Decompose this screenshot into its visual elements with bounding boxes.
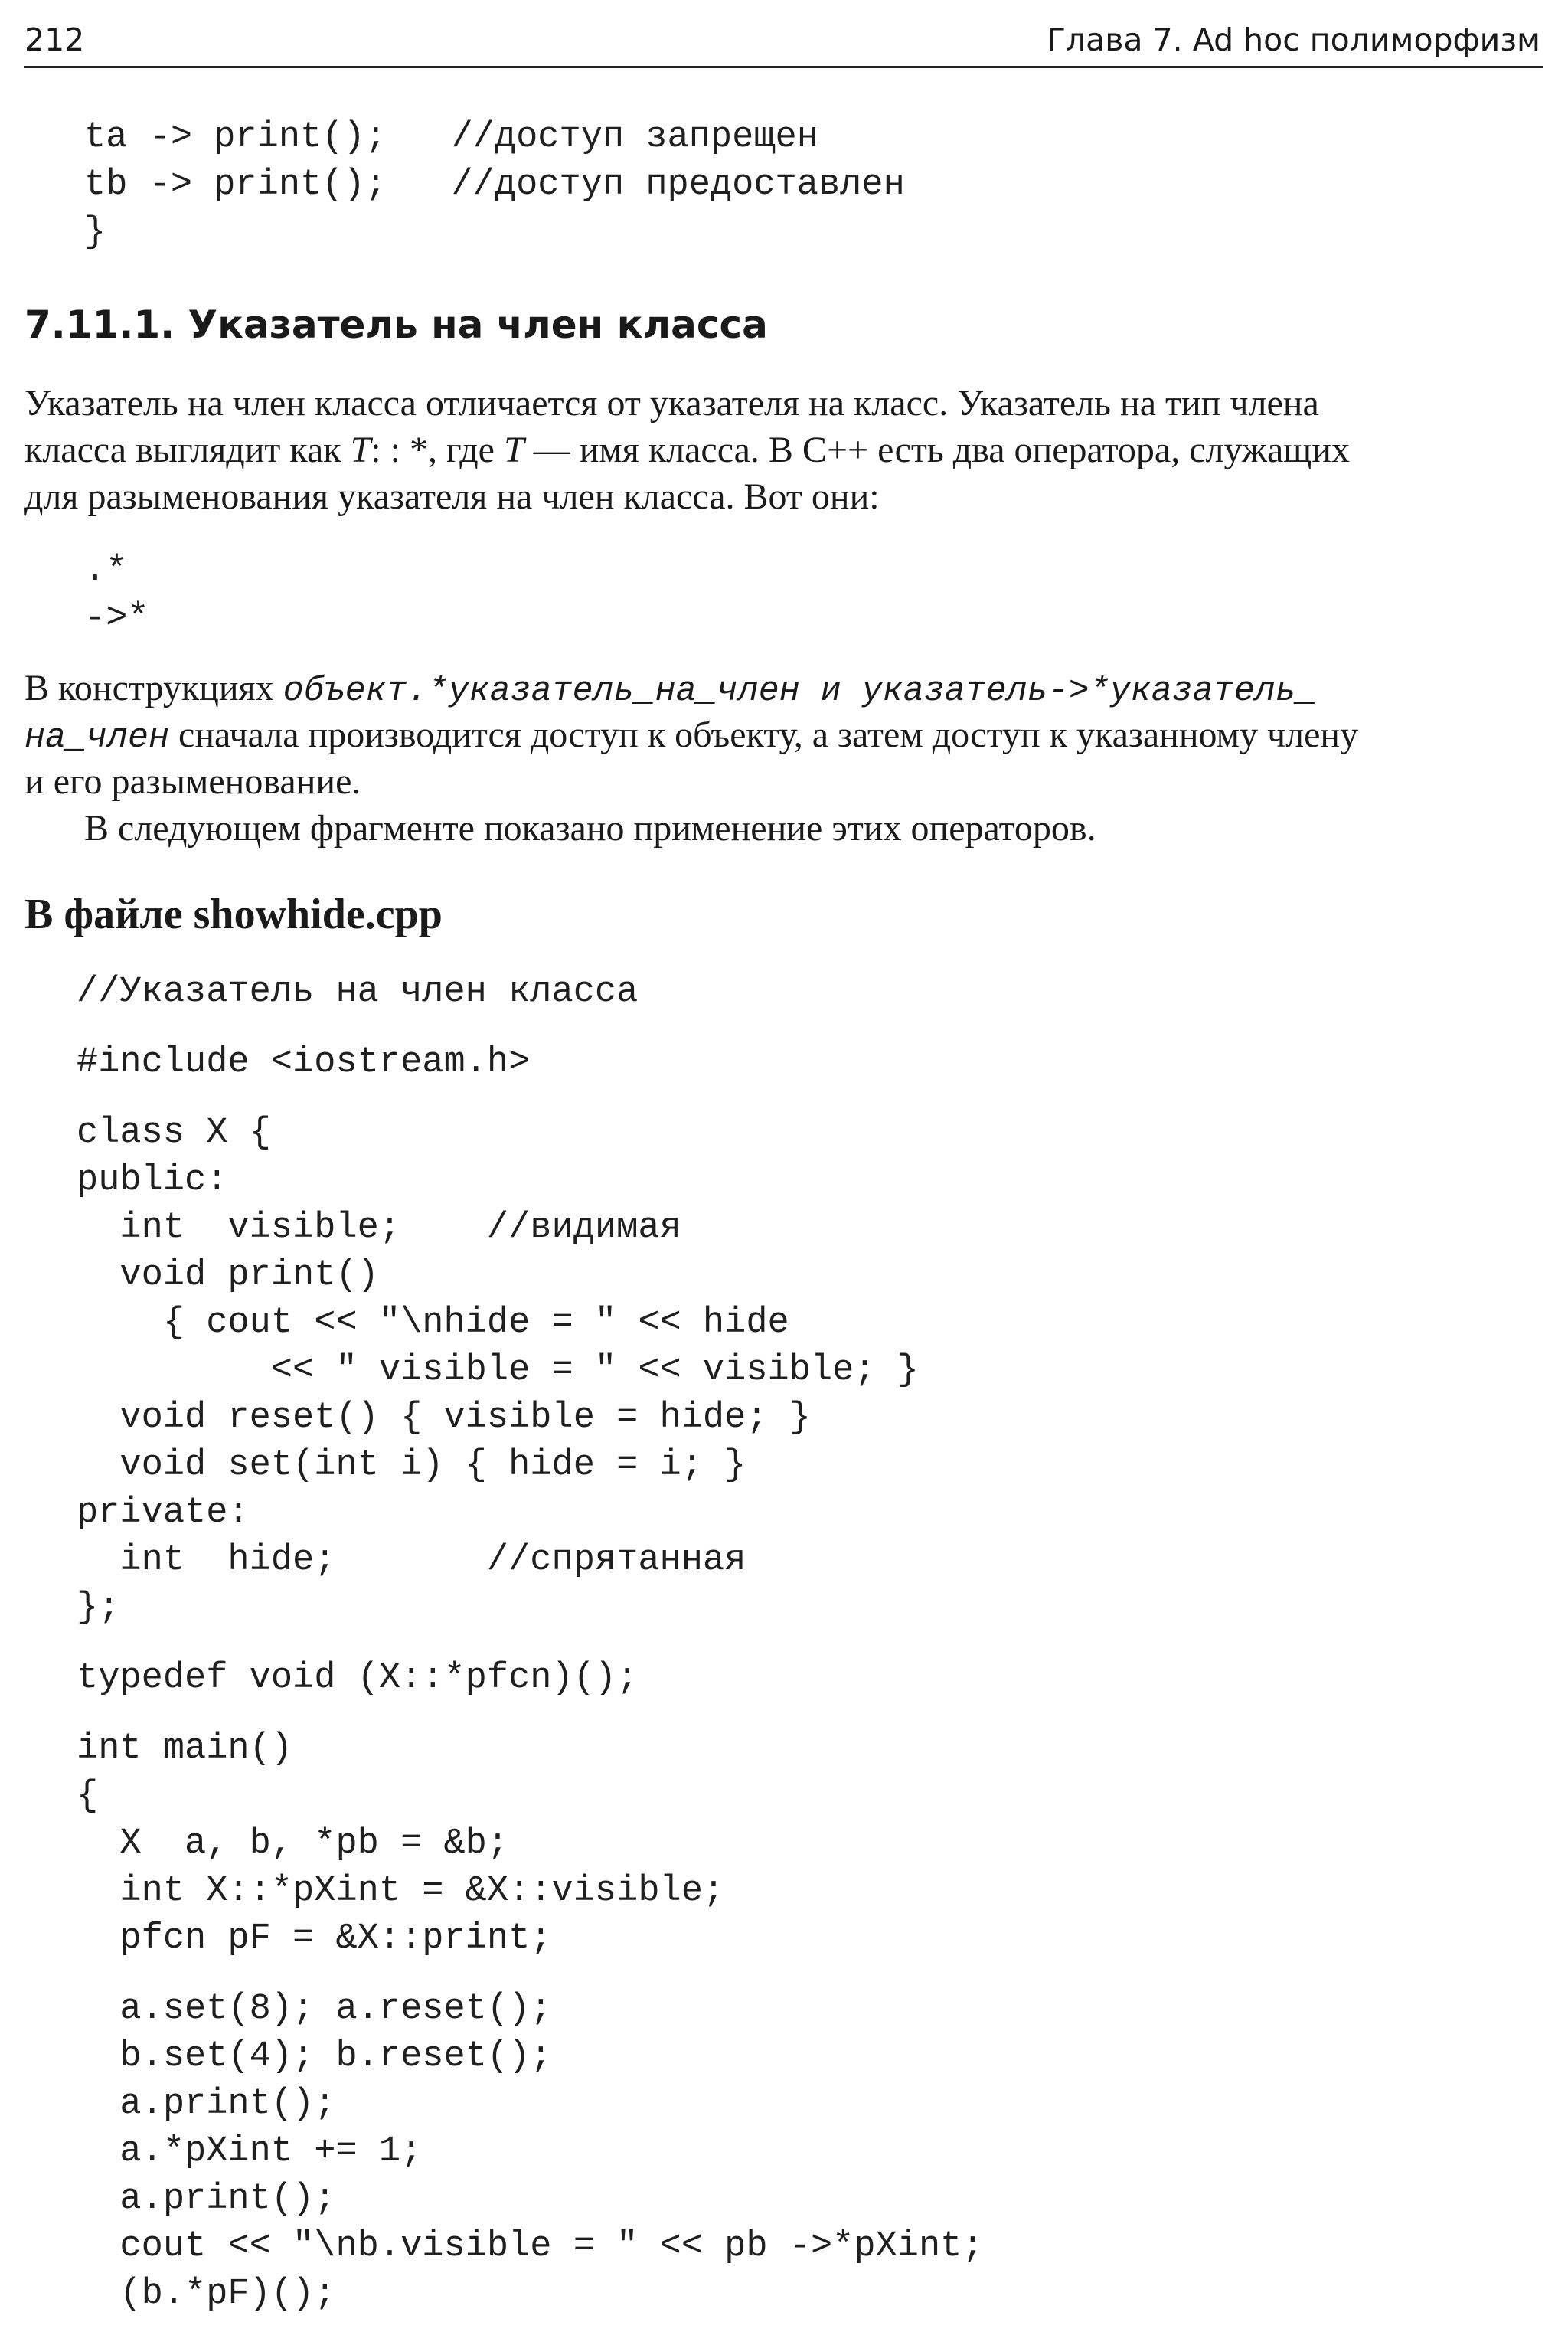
type-symbol: T	[350, 430, 371, 470]
code-line: typedef void (X::*pfcn)();	[77, 1658, 639, 1699]
text-run: В конструкциях	[24, 668, 283, 708]
paragraph-line: Указатель на член класса отличается от указателя на класс. Указатель на тип члена	[24, 383, 1319, 424]
code-line: X a, b, *pb = &b;	[77, 1823, 509, 1864]
code-line: tb -> print(); //доступ предоставлен	[84, 165, 905, 205]
operator-arrow-star: ->*	[84, 598, 149, 639]
code-expression: на_член	[24, 718, 170, 757]
code-line: pfcn pF = &X::print;	[77, 1918, 552, 1959]
code-line: a.set(8); a.reset();	[77, 1989, 552, 2029]
text-run: класса выглядит как	[24, 430, 351, 470]
code-line: int X::*pXint = &X::visible;	[77, 1871, 725, 1912]
code-line: };	[77, 1588, 120, 1628]
section-heading: 7.11.1. Указатель на член класса	[24, 303, 768, 347]
paragraph-line	[24, 665, 1317, 715]
operator-dot-star: .*	[84, 551, 128, 591]
file-heading: В файле showhide.cpp	[24, 891, 443, 938]
code-expression: указатель->*указатель_	[861, 672, 1317, 711]
paragraph-line	[24, 427, 1350, 473]
paragraph-line: для разыменования указателя на член класса. Вот они:	[24, 476, 880, 517]
text-run: и	[799, 672, 862, 711]
code-expression: объект.*указатель_на_член	[283, 672, 800, 711]
code-line: void set(int i) { hide = i; }	[77, 1445, 746, 1486]
code-line: b.set(4); b.reset();	[77, 2036, 552, 2077]
code-line: #include <iostream.h>	[77, 1042, 531, 1083]
code-line: {	[77, 1776, 99, 1817]
text-run: — имя класса. В C++ есть два оператора, служащих	[524, 430, 1350, 470]
text-run: : : *, где	[371, 430, 504, 470]
paragraph-line: и его разыменование.	[24, 761, 361, 802]
code-line: private:	[77, 1493, 250, 1533]
code-line: a.print();	[77, 2179, 336, 2219]
code-line: void reset() { visible = hide; }	[77, 1398, 811, 1438]
code-line: a.*pXint += 1;	[77, 2131, 423, 2172]
chapter-title: Глава 7. Ad hoc полиморфизм	[1046, 21, 1540, 58]
paragraph-line: В следующем фрагменте показано применение этих операторов.	[84, 808, 1096, 849]
code-line: int visible; //видимая	[77, 1208, 681, 1248]
page-number: 212	[24, 21, 85, 58]
code-line: { cout << "\nhide = " << hide	[77, 1303, 789, 1343]
code-line: a.print();	[77, 2084, 336, 2124]
paragraph-line	[24, 711, 1358, 761]
code-line: (b.*pF)();	[77, 2274, 336, 2314]
code-line: cout << "\nb.visible = " << pb ->*pXint;	[77, 2226, 984, 2267]
code-line: class X {	[77, 1113, 271, 1153]
running-header	[24, 17, 1544, 68]
code-line: ta -> print(); //доступ запрещен	[84, 117, 818, 158]
code-line: int hide; //спрятанная	[77, 1540, 746, 1581]
text-run: сначала производится доступ к объекту, а затем доступ к указанному члену	[169, 715, 1359, 755]
code-line: << " visible = " << visible; }	[77, 1350, 919, 1391]
code-line: public:	[77, 1160, 228, 1201]
code-line: int main()	[77, 1728, 293, 1769]
type-symbol: T	[503, 430, 524, 470]
code-line: }	[84, 212, 106, 253]
code-line: void print()	[77, 1255, 379, 1296]
code-comment: //Указатель на член класса	[77, 972, 639, 1012]
